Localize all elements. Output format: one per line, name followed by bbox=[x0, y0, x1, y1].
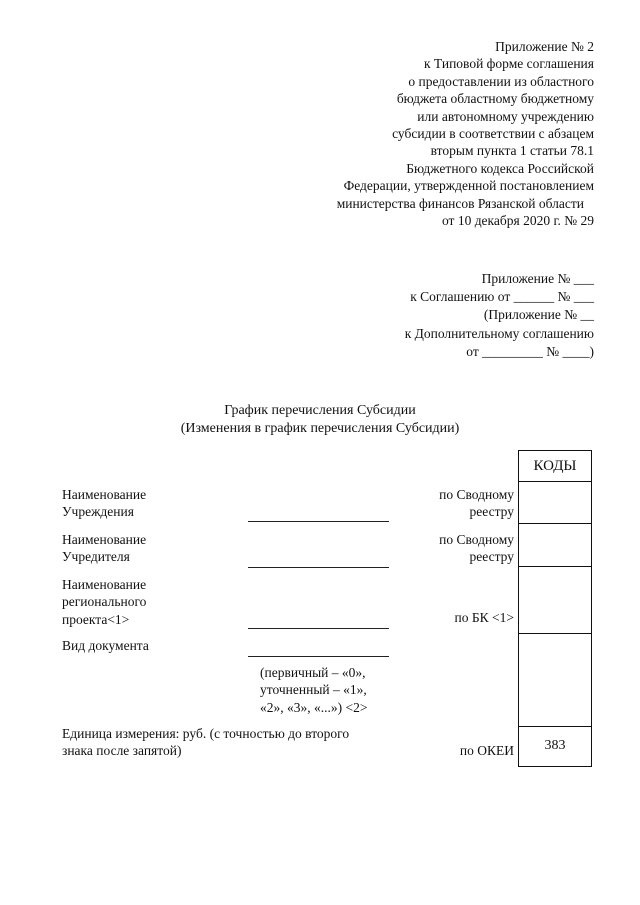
okei-code-cell bbox=[518, 726, 592, 767]
title-line: График перечисления Субсидии bbox=[224, 403, 416, 418]
subtitle-line: (Изменения в график перечисления Субсидии) bbox=[180, 421, 460, 436]
appendix-line: бюджета областному бюджетному bbox=[396, 91, 594, 107]
label-line: реестру bbox=[469, 549, 514, 565]
document-type-note bbox=[260, 664, 367, 716]
label-line: реестру bbox=[469, 504, 514, 520]
agreement-line: Приложение № ___ bbox=[481, 271, 594, 286]
label-line: по Сводному bbox=[439, 487, 514, 502]
project-name-field[interactable] bbox=[248, 628, 389, 629]
unit-label bbox=[62, 725, 349, 760]
founder-name-field[interactable] bbox=[248, 567, 389, 568]
label-line: регионального bbox=[62, 594, 147, 610]
founder-code-cell[interactable] bbox=[518, 523, 592, 567]
appendix-line: Федерации, утвержденной постановлением bbox=[343, 178, 594, 194]
okei-value: 383 bbox=[544, 738, 566, 753]
institution-code-cell[interactable] bbox=[518, 481, 592, 524]
bk-code-cell[interactable] bbox=[518, 566, 592, 634]
codes-header-cell bbox=[518, 450, 592, 482]
label-line: по Сводному bbox=[439, 532, 514, 547]
note-line: «2», «3», «...») <2> bbox=[260, 699, 368, 715]
agreement-line: к Дополнительному соглашению bbox=[404, 325, 594, 341]
institution-registry-label bbox=[439, 486, 514, 521]
label-line: Единица измерения: руб. (с точностью до второго bbox=[62, 726, 350, 741]
label-line: Учреждения bbox=[62, 504, 134, 520]
label-line: Учредителя bbox=[62, 549, 130, 565]
founder-label bbox=[62, 531, 146, 566]
institution-label bbox=[62, 486, 146, 521]
appendix-line: или автономному учреждению bbox=[417, 108, 594, 124]
agreement-appendix-block bbox=[294, 270, 594, 361]
label-line: проекта<1> bbox=[62, 611, 130, 627]
document-type-field[interactable] bbox=[248, 656, 389, 657]
appendix-line: от 10 декабря 2020 г. № 29 bbox=[441, 213, 594, 229]
note-line: (первичный – «0», bbox=[260, 665, 366, 680]
agreement-line: к Соглашению от ______ № ___ bbox=[410, 289, 594, 305]
label-line: Наименование bbox=[62, 577, 147, 592]
appendix-line: Бюджетного кодекса Российской bbox=[406, 160, 594, 176]
codes-header: КОДЫ bbox=[533, 458, 577, 474]
label-line: Наименование bbox=[62, 487, 147, 502]
founder-registry-label bbox=[439, 531, 514, 566]
note-line: уточненный – «1», bbox=[260, 682, 367, 698]
document-title bbox=[0, 402, 640, 438]
okei-label: по ОКЕИ bbox=[459, 743, 514, 758]
appendix-line: к Типовой форме соглашения bbox=[424, 56, 594, 72]
project-label bbox=[62, 576, 146, 628]
document-type-code-cell[interactable] bbox=[518, 633, 592, 727]
label-line: Наименование bbox=[62, 532, 147, 547]
appendix-header bbox=[264, 38, 594, 229]
appendix-line: Приложение № 2 bbox=[495, 39, 594, 54]
document-type-label: Вид документа bbox=[62, 638, 149, 653]
bk-label: по БК <1> bbox=[454, 610, 514, 625]
institution-name-field[interactable] bbox=[248, 521, 389, 522]
label-line: знака после запятой) bbox=[62, 743, 182, 759]
agreement-line: (Приложение № __ bbox=[483, 307, 594, 323]
appendix-line: субсидии в соответствии с абзацем bbox=[392, 126, 594, 142]
appendix-line: министерства финансов Рязанской области bbox=[336, 195, 584, 211]
agreement-line: от _________ № ____) bbox=[466, 343, 594, 359]
appendix-line: о предоставлении из областного bbox=[408, 73, 594, 89]
appendix-line: вторым пункта 1 статьи 78.1 bbox=[430, 143, 594, 159]
